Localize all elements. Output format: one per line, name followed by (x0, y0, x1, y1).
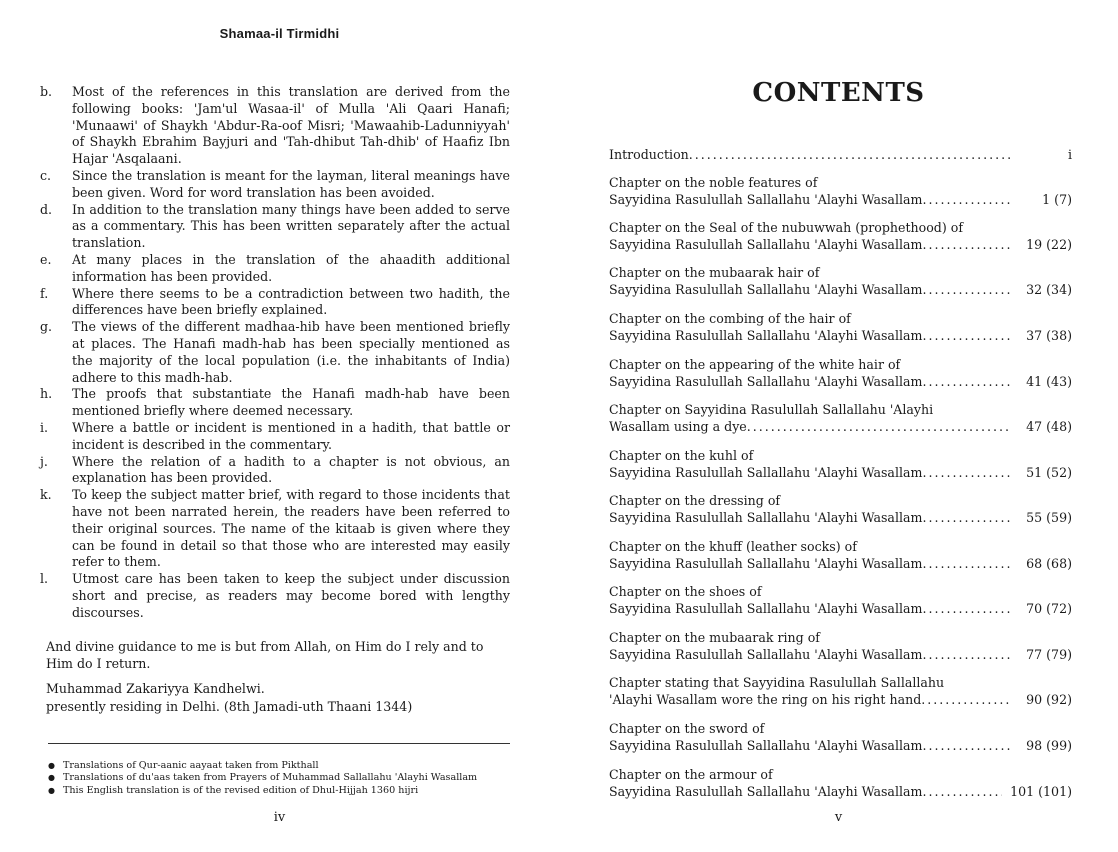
toc-line (609, 783, 1072, 800)
toc-line (609, 646, 1072, 663)
item-text: Where the relation of a hadith to a chapter is not obvious, an explanation has been provided. (72, 453, 510, 486)
closing-paragraph: And divine guidance to me is but from Allah, on Him do I rely and to Him do I return. (46, 639, 484, 671)
toc-page-number: 41 (43) (1026, 374, 1072, 389)
toc-entry-title: Sayyidina Rasulullah Sallallahu 'Alayhi Wasallam (609, 465, 923, 480)
toc-line (609, 538, 1072, 555)
toc-line (609, 418, 1072, 435)
toc-entry-title: Sayyidina Rasulullah Sallallahu 'Alayhi Wasallam (609, 282, 923, 297)
toc-page-number: 90 (92) (1026, 692, 1072, 707)
toc-entry-title: Sayyidina Rasulullah Sallallahu 'Alayhi Wasallam (609, 510, 923, 525)
toc-entry (609, 766, 1072, 800)
toc-line (609, 373, 1072, 390)
toc-entry-title: Chapter on the mubaarak ring of (609, 630, 820, 645)
toc-line (609, 629, 1072, 646)
toc-line (609, 264, 1072, 281)
toc-entry-title: Chapter on the appearing of the white hair of (609, 357, 901, 372)
toc-entry-title: Chapter on the armour of (609, 767, 773, 782)
toc-line (609, 219, 1072, 236)
toc-entry (609, 538, 1072, 572)
toc-entry-title: Sayyidina Rasulullah Sallallahu 'Alayhi Wasallam (609, 784, 923, 799)
toc-line (609, 555, 1072, 572)
list-item (40, 487, 510, 571)
toc-page-number: 70 (72) (1026, 601, 1072, 616)
toc-page-number: 32 (34) (1026, 282, 1072, 297)
toc-page-number: 51 (52) (1026, 465, 1072, 480)
toc-line (609, 281, 1072, 298)
toc-page-number: 1 (7) (1042, 192, 1072, 207)
toc-entry-title: Sayyidina Rasulullah Sallallahu 'Alayhi Wasallam (609, 601, 923, 616)
item-text: In addition to the translation many things have been added to serve as a commentary. This has been written separately after the actual translation. (72, 201, 510, 251)
toc-line (609, 146, 1072, 163)
toc-line (609, 737, 1072, 754)
toc-entry (609, 219, 1072, 253)
toc-entry-title: Sayyidina Rasulullah Sallallahu 'Alayhi Wasallam (609, 738, 923, 753)
toc-entry (609, 264, 1072, 298)
toc-page-number: 68 (68) (1026, 556, 1072, 571)
item-text: At many places in the translation of the ahaadith additional information has been provided. (72, 251, 510, 284)
footnotes (48, 760, 477, 797)
leader-dots (922, 327, 1012, 344)
footnote: ● This English translation is of the revised edition of Dhul-Hijjah 1360 hijri (48, 785, 477, 797)
page-number: iv (273, 810, 286, 825)
toc-page-number: 98 (99) (1026, 738, 1072, 753)
item-text: Utmost care has been taken to keep the subject under discussion short and precise, as readers may become bored with lengthy discourses. (72, 571, 510, 620)
toc-line (609, 600, 1072, 617)
toc-entry (609, 583, 1072, 617)
item-label: h. (40, 386, 53, 402)
toc-entry-title: Sayyidina Rasulullah Sallallahu 'Alayhi Wasallam (609, 556, 923, 571)
toc-line (609, 464, 1072, 481)
toc-entry (609, 174, 1072, 208)
toc-entry-title: Sayyidina Rasulullah Sallallahu 'Alayhi Wasallam (609, 192, 923, 207)
footnote: ● Translations of du'aas taken from Prayers of Muhammad Sallallahu 'Alayhi Wasallam (48, 772, 477, 784)
leader-dots (922, 646, 1012, 663)
toc-line (609, 583, 1072, 600)
toc-entry (609, 674, 1072, 708)
toc-entry-title: Introduction (609, 147, 689, 162)
toc-page-number: 47 (48) (1026, 419, 1072, 434)
leader-dots (922, 555, 1012, 572)
leader-dots (922, 509, 1012, 526)
toc-entry (609, 310, 1072, 344)
toc-line (609, 236, 1072, 253)
toc-line (609, 492, 1072, 509)
item-label: i. (40, 419, 49, 435)
toc-line (609, 674, 1072, 691)
leader-dots (922, 281, 1012, 298)
signature-name: Muhammad Zakariyya Kandhelwi. (46, 681, 265, 696)
leader-dots (689, 146, 1012, 163)
toc-entry-title: Chapter on the shoes of (609, 584, 762, 599)
footnote-rule (48, 743, 510, 744)
toc-line (609, 720, 1072, 737)
toc-entry (609, 356, 1072, 390)
toc-entry (609, 720, 1072, 754)
leader-dots (922, 191, 1012, 208)
right-page (559, 0, 1118, 852)
item-label: k. (40, 487, 52, 503)
item-label: l. (40, 571, 49, 587)
list-item (40, 454, 510, 488)
item-label: j. (40, 453, 48, 469)
toc-line (609, 766, 1072, 783)
toc-entry-title: Chapter on the kuhl of (609, 448, 754, 463)
toc-entry-title: Sayyidina Rasulullah Sallallahu 'Alayhi Wasallam (609, 237, 923, 252)
toc-entry-title: Chapter on the dressing of (609, 493, 781, 508)
toc-entry-title: Chapter on the mubaarak hair of (609, 265, 820, 280)
toc-entry (609, 146, 1072, 163)
list-item (40, 386, 510, 420)
toc-entry-title: Chapter on the combing of the hair of (609, 311, 851, 326)
list-item (40, 319, 510, 386)
list-item (40, 571, 510, 621)
leader-dots (747, 418, 1012, 435)
signature-place: presently residing in Delhi. (8th Jamadi-uth Thaani 1344) (46, 699, 413, 714)
toc-line (609, 691, 1072, 708)
toc-entry-title: Chapter stating that Sayyidina Rasulullah Sallallahu (609, 675, 945, 690)
toc-line (609, 356, 1072, 373)
toc-entry-title: Sayyidina Rasulullah Sallallahu 'Alayhi Wasallam (609, 374, 923, 389)
item-text: The views of the different madhaa-hib have been mentioned briefly at places. The Hanafi madh-hab has been specially mentioned as the majority of the local population (i.e. the inhabitants of India) adhere to this madh-hab. (72, 319, 510, 385)
toc-page-number: 37 (38) (1026, 328, 1072, 343)
page-number: v (834, 810, 843, 825)
item-text: Where there seems to be a contradiction between two hadith, the differences have been briefly explained. (72, 285, 510, 318)
leader-dots (922, 783, 1002, 800)
toc-line (609, 447, 1072, 464)
item-label: e. (40, 251, 52, 267)
leader-dots (922, 236, 1012, 253)
toc-page-number: i (1067, 147, 1072, 162)
footnote: ● Translations of Qur-aanic aayaat taken from Pikthall (48, 760, 477, 772)
toc-entry-title: Chapter on the khuff (leather socks) of (609, 539, 857, 554)
toc-line (609, 401, 1072, 418)
toc-entry-title: Wasallam using a dye (609, 419, 747, 434)
item-text: To keep the subject matter brief, with regard to those incidents that have not been narrated herein, the readers have been referred to their original sources. The name of the kitaab is given where they can be found in detail so that those who are interested may easily refer to them. (72, 487, 510, 570)
item-label: b. (40, 84, 53, 99)
leader-dots (922, 373, 1012, 390)
leader-dots (922, 600, 1012, 617)
item-label: c. (40, 167, 52, 183)
toc-entry-title: 'Alayhi Wasallam wore the ring on his right hand (609, 692, 922, 707)
toc-entry-title: Sayyidina Rasulullah Sallallahu 'Alayhi Wasallam (609, 328, 923, 343)
toc-line (609, 509, 1072, 526)
toc-entry-title: Chapter on the Seal of the nubuwwah (prophethood) of (609, 220, 964, 235)
item-text: The proofs that substantiate the Hanafi madh-hab have been mentioned briefly where deemed necessary. (72, 386, 510, 419)
list-item (40, 286, 510, 320)
list-item (40, 202, 510, 252)
item-text: Where a battle or incident is mentioned in a hadith, that battle or incident is described in the commentary. (72, 419, 510, 452)
item-text: Most of the references in this translation are derived from the following books: 'Jam'ul Wasaa-il' of Mulla 'Ali Qaari Hanafi; 'Munaawi' of Shaykh 'Abdur-Ra-oof Misri; 'Mawaahib-Ladunniyyah' of Shaykh Ebrahim Bayjuri and 'Tah-dhibut Tah-dhib' of Haafiz Ibn Hajar 'Asqalaani. (72, 84, 510, 167)
toc-entry-title: Sayyidina Rasulullah Sallallahu 'Alayhi Wasallam (609, 647, 923, 662)
list-item (40, 84, 510, 168)
toc-entry (609, 492, 1072, 526)
leader-dots (922, 737, 1012, 754)
item-label: f. (40, 285, 49, 301)
leader-dots (921, 691, 1012, 708)
running-head: Shamaa-il Tirmidhi (219, 26, 340, 41)
item-text: Since the translation is meant for the layman, literal meanings have been given. Word for word translation has been avoided. (72, 167, 510, 200)
toc-line (609, 327, 1072, 344)
list-item (40, 420, 510, 454)
item-label: g. (40, 319, 53, 335)
preface-list (40, 84, 510, 622)
leader-dots (922, 464, 1012, 481)
toc-page-number: 19 (22) (1026, 237, 1072, 252)
list-item (40, 252, 510, 286)
toc-entry-title: Chapter on Sayyidina Rasulullah Sallallahu 'Alayhi (609, 402, 934, 417)
toc-line (609, 310, 1072, 327)
toc-entry (609, 401, 1072, 435)
toc-line (609, 174, 1072, 191)
toc-entry-title: Chapter on the sword of (609, 721, 765, 736)
toc-entry-title: Chapter on the noble features of (609, 175, 818, 190)
toc-line (609, 191, 1072, 208)
toc-page-number: 55 (59) (1026, 510, 1072, 525)
toc-entry (609, 629, 1072, 663)
item-label: d. (40, 201, 53, 217)
toc-entry (609, 447, 1072, 481)
toc-page-number: 101 (101) (1010, 784, 1072, 799)
contents-title: CONTENTS (752, 78, 925, 108)
toc-page-number: 77 (79) (1026, 647, 1072, 662)
list-item (40, 168, 510, 202)
